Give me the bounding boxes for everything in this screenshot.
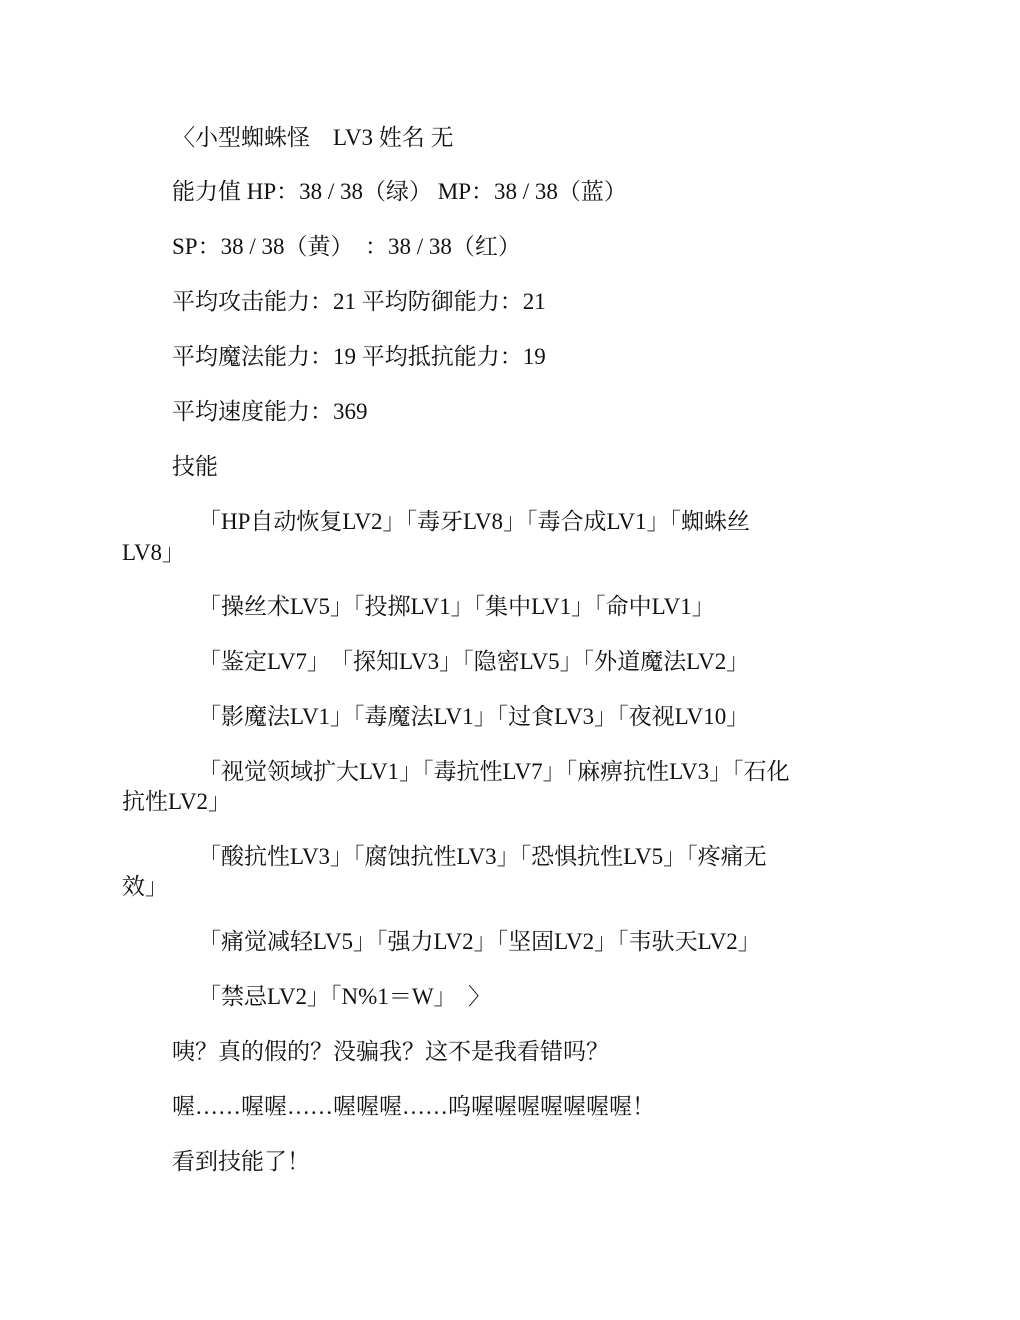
- skill-line: 「痛觉减轻LV5」「强力LV2」「坚固LV2」「韦驮天LV2」: [198, 929, 761, 954]
- skill-line-continuation: 抗性LV2」: [122, 789, 232, 814]
- skill-line: 「酸抗性LV3」「腐蚀抗性LV3」「恐惧抗性LV5」「疼痛无: [198, 844, 767, 869]
- skill-line: 「影魔法LV1」「毒魔法LV1」「过食LV3」「夜视LV10」: [198, 704, 750, 729]
- skill-line: 「禁忌LV2」「N%1＝W」 〉: [198, 984, 492, 1009]
- stat-line-speed: 平均速度能力：369: [172, 399, 368, 424]
- stat-line-attack-defense: 平均攻击能力：21 平均防御能力：21: [172, 289, 546, 314]
- skill-line: 「鉴定LV7」 「探知LV3」「隐密LV5」「外道魔法LV2」: [198, 649, 750, 674]
- stat-line-magic-resistance: 平均魔法能力：19 平均抵抗能力：19: [172, 344, 546, 369]
- status-header-line: 〈小型蜘蛛怪 LV3 姓名 无: [172, 125, 454, 150]
- skill-line-continuation: LV8」: [122, 540, 186, 565]
- skill-line-continuation: 效」: [122, 874, 168, 899]
- skill-line: 「HP自动恢复LV2」「毒牙LV8」「毒合成LV1」「蜘蛛丝: [198, 509, 751, 534]
- narration-line: 喔……喔喔……喔喔喔……呜喔喔喔喔喔喔喔！: [172, 1094, 655, 1119]
- stat-line-hp-mp: 能力值 HP：38 / 38（绿） MP：38 / 38（蓝）: [172, 179, 627, 204]
- skill-line: 「视觉领域扩大LV1」「毒抗性LV7」「麻痹抗性LV3」「石化: [198, 759, 790, 784]
- skills-heading: 技能: [172, 454, 218, 479]
- stat-line-sp: SP：38 / 38（黄） ：38 / 38（红）: [172, 234, 521, 259]
- skill-line: 「操丝术LV5」「投掷LV1」「集中LV1」「命中LV1」: [198, 594, 715, 619]
- narration-line: 咦？真的假的？没骗我？这不是我看错吗？: [172, 1039, 609, 1064]
- narration-line: 看到技能了！: [172, 1149, 310, 1174]
